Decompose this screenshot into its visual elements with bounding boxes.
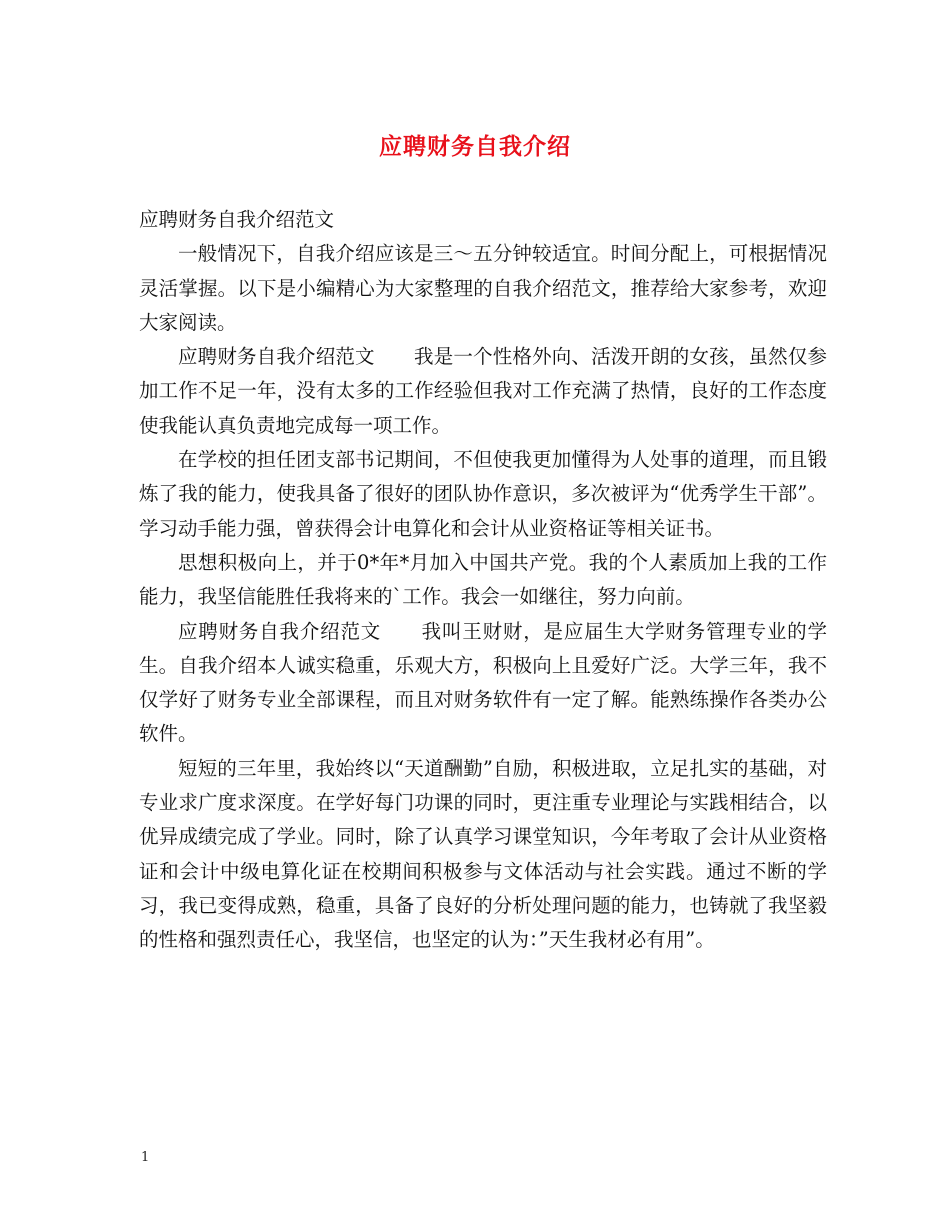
- document-subtitle: 应聘财务自我介绍范文: [139, 208, 335, 231]
- paragraph-school-experience: 在学校的担任团支部书记期间，不但使我更加懂得为人处事的道理，而且锻炼了我的能力，使我具备了很好的团队协作意识，多次被评为“优秀学生干部”。学习动手能力强，曾获得会计电算化和会计从业资格证等相关证书。: [139, 448, 827, 540]
- paragraph-ideology: 思想积极向上，并于0*年*月加入中国共产党。我的个人素质加上我的工作能力，我坚信能胜任我将来的`工作。我会一如继往，努力向前。: [139, 550, 827, 609]
- document-title: 应聘财务自我介绍: [379, 133, 571, 160]
- paragraph-sample-2: 应聘财务自我介绍范文 我叫王财财，是应届生大学财务管理专业的学生。自我介绍本人诚实稳重，乐观大方，积极向上且爱好广泛。大学三年，我不仅学好了财务专业全部课程，而且对财务软件有一定了解。能熟练操作各类办公软件。: [139, 619, 827, 746]
- page-number: 1: [141, 1150, 150, 1165]
- paragraph-three-years: 短短的三年里，我始终以“天道酬勤”自励，积极进取，立足扎实的基础，对专业求广度求深度。在学好每门功课的同时，更注重专业理论与实践相结合，以优异成绩完成了学业。同时，除了认真学习课堂知识，今年考取了会计从业资格证和会计中级电算化证在校期间积极参与文体活动与社会实践。通过不断的学习，我已变得成熟，稳重，具备了良好的分析处理问题的能力，也铸就了我坚毅的性格和强烈责任心，我坚信，也坚定的认为：”天生我材必有用”。: [139, 756, 827, 952]
- paragraph-sample-1: 应聘财务自我介绍范文 我是一个性格外向、活泼开朗的女孩，虽然仅参加工作不足一年，没有太多的工作经验但我对工作充满了热情，良好的工作态度使我能认真负责地完成每一项工作。: [139, 345, 827, 437]
- document-body: [139, 203, 827, 958]
- paragraph-intro: 一般情况下，自我介绍应该是三～五分钟较适宜。时间分配上，可根据情况灵活掌握。以下是小编精心为大家整理的自我介绍范文，推荐给大家参考，欢迎大家阅读。: [139, 242, 827, 334]
